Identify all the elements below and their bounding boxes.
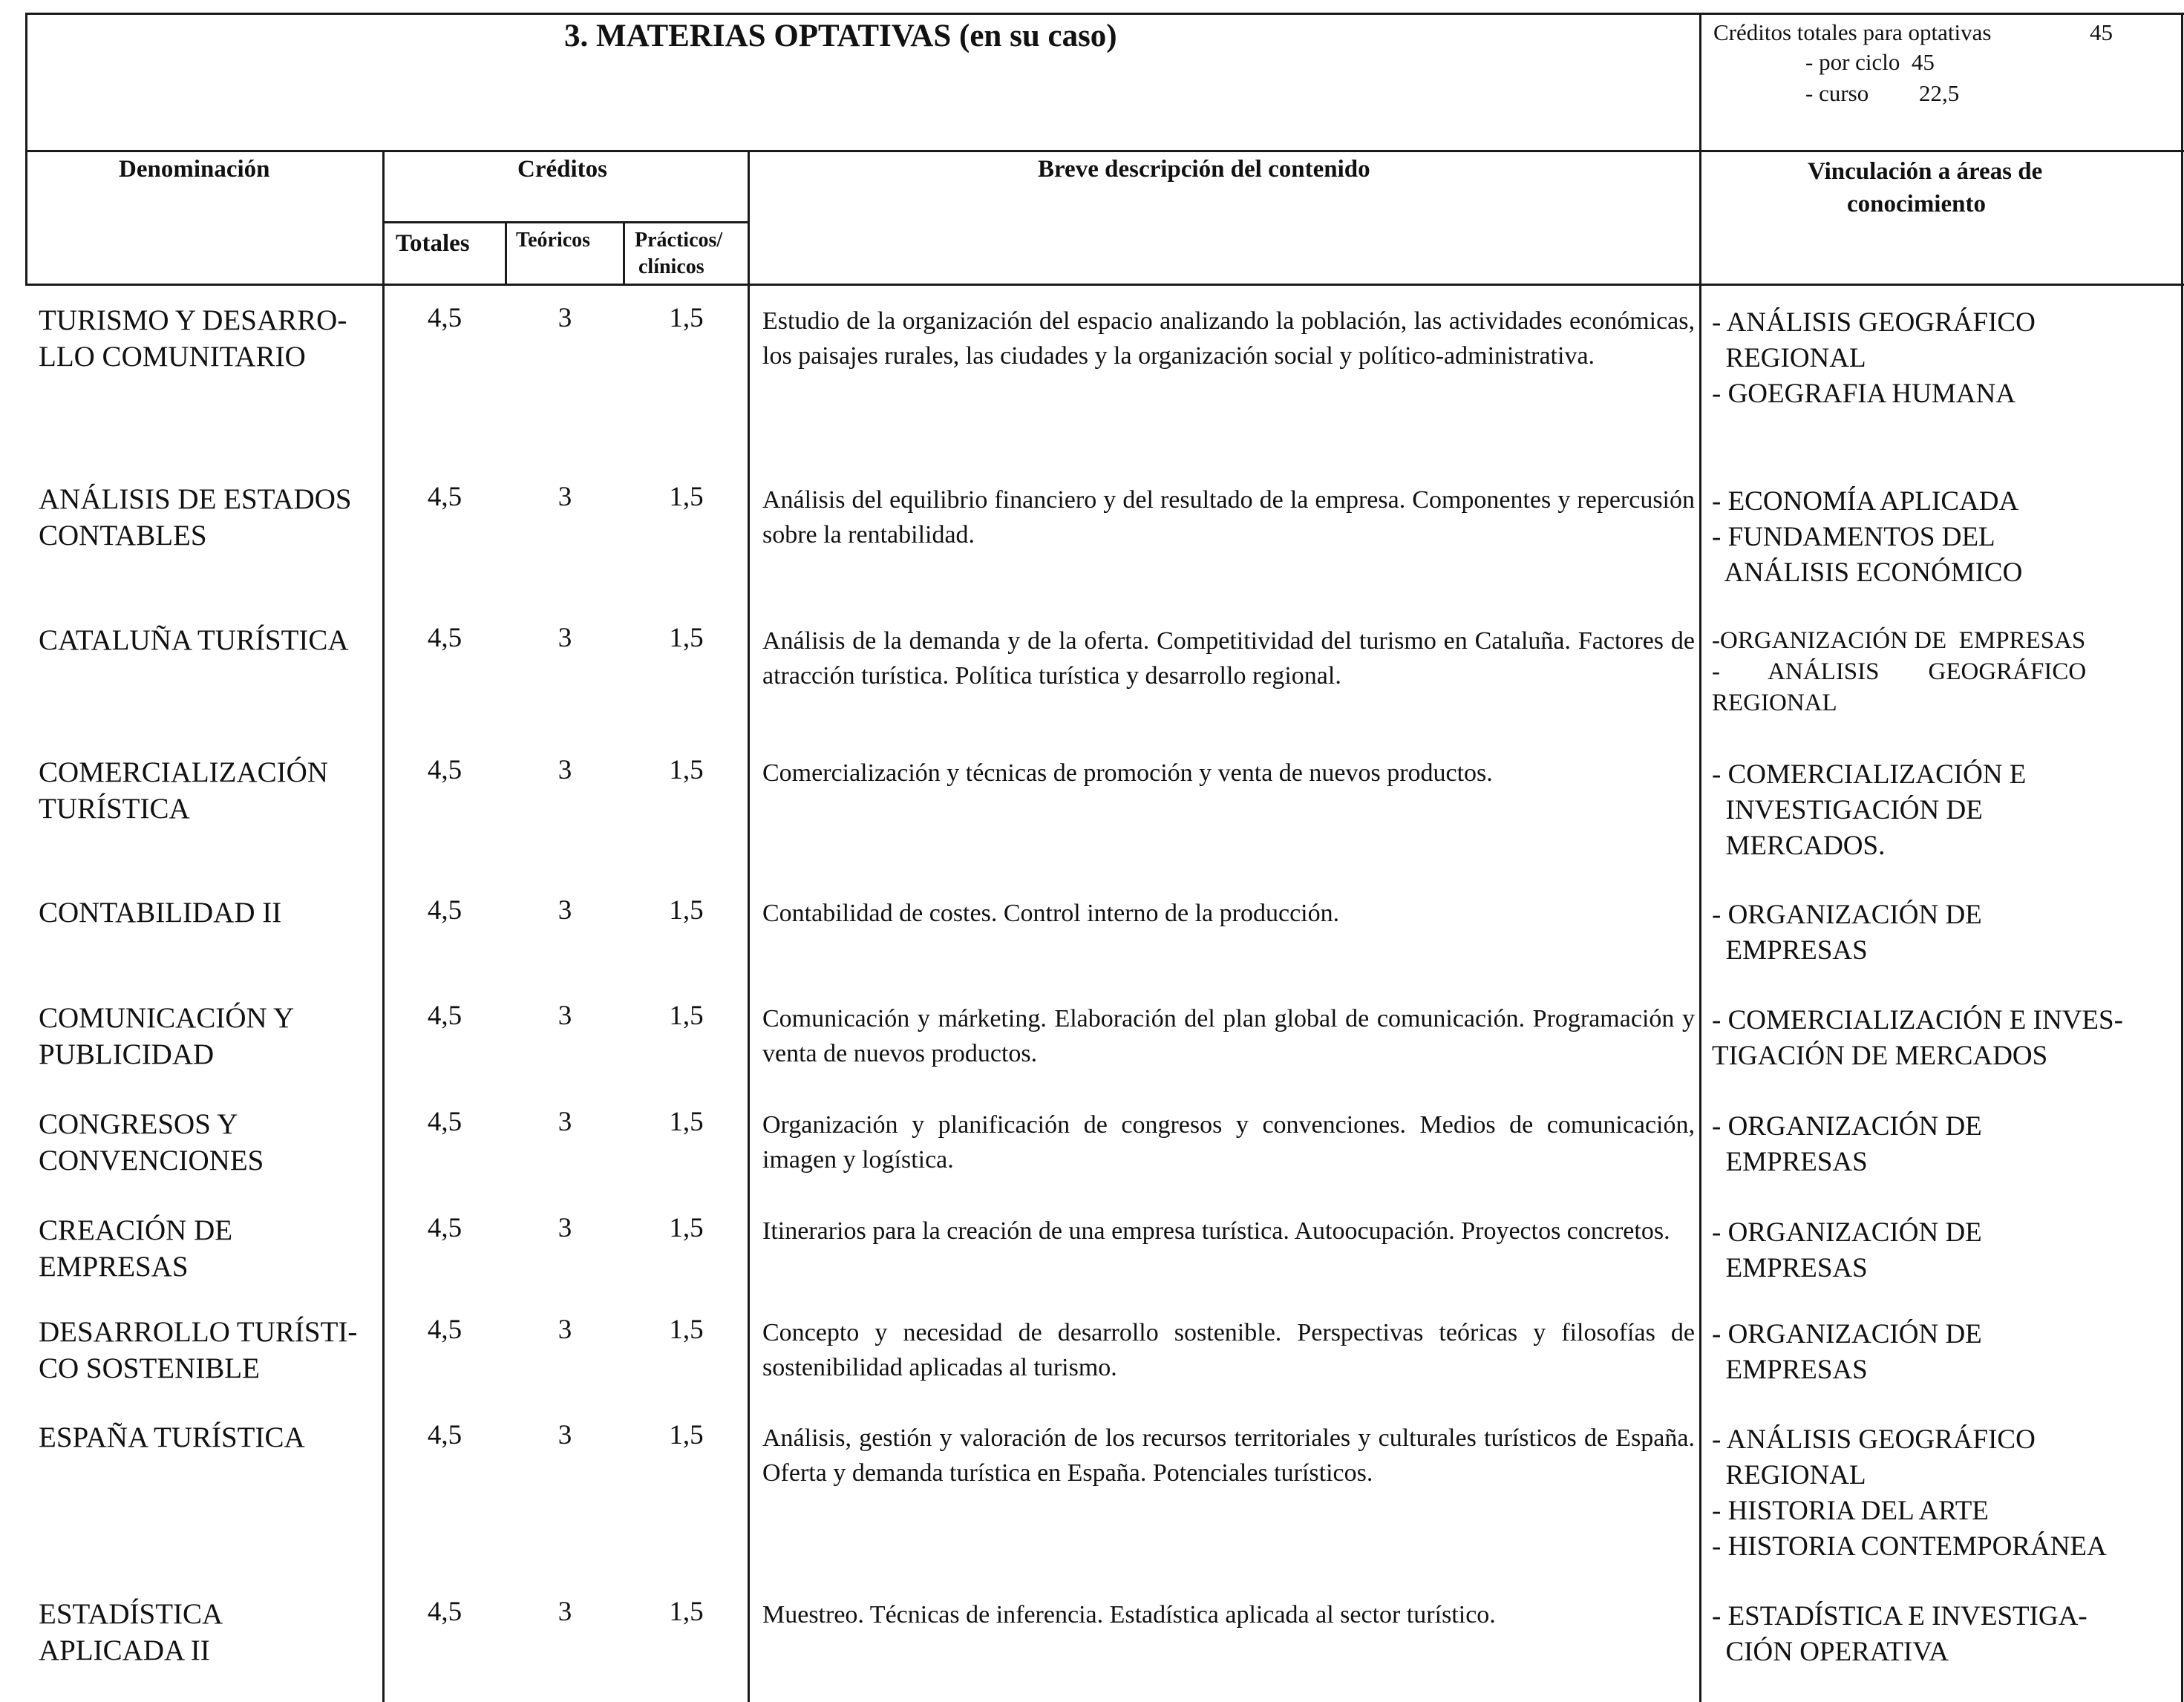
credits-teoricos: 3 <box>558 623 572 653</box>
credits-totales: 4,5 <box>427 755 462 785</box>
course-name-line: CONGRESOS Y <box>39 1108 238 1140</box>
course-name-line: APLICADA II <box>39 1634 210 1666</box>
course-name <box>39 481 352 554</box>
header-practicos-line2: clínicos <box>638 255 704 278</box>
knowledge-area-line: -ORGANIZACIÓN DE EMPRESAS <box>1712 627 2086 654</box>
knowledge-area-line: REGIONAL <box>1712 690 1837 716</box>
course-name <box>39 1000 294 1073</box>
credits-teoricos: 3 <box>558 895 572 926</box>
header-totales: Totales <box>396 230 470 257</box>
course-description: Análisis, gestión y valoración de los recursos territoriales y culturales turísticos de España. Oferta y demanda turística en España. Potenciales turísticos. <box>762 1424 1695 1487</box>
credit-summary-line3-value: 22,5 <box>1919 80 1960 106</box>
knowledge-area-line: - ORGANIZACIÓN DE <box>1712 1319 1982 1349</box>
knowledge-area-line: EMPRESAS <box>1712 1147 1868 1177</box>
knowledge-area-line: CIÓN OPERATIVA <box>1712 1637 1949 1667</box>
course-name-line: CO SOSTENIBLE <box>39 1352 260 1384</box>
credits-teoricos: 3 <box>558 303 572 333</box>
knowledge-areas <box>1712 1215 2172 1286</box>
knowledge-area-line: ANÁLISIS ECONÓMICO <box>1712 557 2023 588</box>
knowledge-area-line: REGIONAL <box>1712 1460 1866 1490</box>
credits-totales: 4,5 <box>427 1597 462 1627</box>
credits-practicos: 1,5 <box>669 482 704 512</box>
credits-totales: 4,5 <box>427 1001 462 1031</box>
credit-summary-line1-label: Créditos totales para optativas <box>1713 19 1992 45</box>
col-divider-desc <box>1699 13 1701 1702</box>
col-divider-creditos <box>748 150 750 1702</box>
course-description: Comunicación y márketing. Elaboración del plan global de comunicación. Programación y venta de nuevos productos. <box>762 1005 1695 1067</box>
knowledge-area-line: EMPRESAS <box>1712 1253 1868 1283</box>
course-name-line: TURISMO Y DESARRO- <box>39 304 347 336</box>
knowledge-area-line: - FUNDAMENTOS DEL <box>1712 522 1995 552</box>
knowledge-areas <box>1712 1003 2172 1074</box>
course-description: Contabilidad de costes. Control interno de la producción. <box>762 900 1340 927</box>
knowledge-area-line: - ORGANIZACIÓN DE <box>1712 900 1982 930</box>
course-name-line: COMUNICACIÓN Y <box>39 1002 295 1034</box>
knowledge-area-line: TIGACIÓN DE MERCADOS <box>1712 1041 2048 1071</box>
credit-summary-line1-value: 45 <box>2090 19 2113 45</box>
knowledge-area-line: - ORGANIZACIÓN DE <box>1712 1217 1982 1248</box>
credits-teoricos: 3 <box>558 1315 572 1345</box>
knowledge-area-line: EMPRESAS <box>1712 1355 1868 1385</box>
course-name-line: ESPAÑA TURÍSTICA <box>39 1421 305 1453</box>
course-description: Comercialización y técnicas de promoción y venta de nuevos productos. <box>762 759 1493 787</box>
header-descripcion: Breve descripción del contenido <box>1038 156 1370 183</box>
course-description: Estudio de la organización del espacio analizando la población, las actividades económicas, los paisajes rurales, las ciudades y la organización social y político-administrativa. <box>762 307 1695 370</box>
knowledge-area-line: - ESTADÍSTICA E INVESTIGA- <box>1712 1601 2087 1631</box>
course-name-line: CONTABLES <box>39 520 207 551</box>
credits-totales: 4,5 <box>427 303 462 333</box>
credits-practicos: 1,5 <box>669 1213 704 1243</box>
knowledge-areas <box>1712 625 2172 719</box>
subheader-rule <box>382 221 750 223</box>
header-vinculacion-line1: Vinculación a áreas de <box>1808 158 2043 185</box>
header-teoricos: Teóricos <box>516 229 591 252</box>
credits-teoricos: 3 <box>558 1597 572 1627</box>
course-name <box>39 1106 264 1179</box>
course-name-line: ESTADÍSTICA <box>39 1598 223 1630</box>
knowledge-areas <box>1712 1109 2172 1180</box>
credits-practicos: 1,5 <box>669 895 704 926</box>
credits-teoricos: 3 <box>558 482 572 512</box>
credits-teoricos: 3 <box>558 1107 572 1137</box>
course-name-line: LLO COMUNITARIO <box>39 341 306 373</box>
header-denominacion: Denominación <box>119 156 270 183</box>
knowledge-area-line: - ORGANIZACIÓN DE <box>1712 1111 1982 1142</box>
credits-totales: 4,5 <box>427 623 462 653</box>
course-name-line: PUBLICIDAD <box>39 1038 215 1070</box>
top-rule <box>25 13 2184 15</box>
knowledge-areas <box>1712 1422 2172 1565</box>
credits-totales: 4,5 <box>427 1420 462 1450</box>
knowledge-area-line: - ANÁLISIS GEOGRÁFICO <box>1712 1424 2036 1455</box>
credits-practicos: 1,5 <box>669 1597 704 1627</box>
course-name <box>39 622 349 658</box>
knowledge-areas <box>1712 757 2172 864</box>
knowledge-areas <box>1712 484 2172 591</box>
course-name-line: CONTABILIDAD II <box>39 897 282 929</box>
course-name <box>39 302 347 375</box>
header-creditos: Créditos <box>517 156 607 183</box>
knowledge-area-line: MERCADOS. <box>1712 831 1886 861</box>
credits-teoricos: 3 <box>558 755 572 785</box>
col-divider-teoricos <box>623 221 625 286</box>
credit-summary-line3-label: - curso <box>1805 80 1869 106</box>
credits-teoricos: 3 <box>558 1001 572 1031</box>
knowledge-area-line: INVESTIGACIÓN DE <box>1712 795 1983 825</box>
header-practicos-line1: Prácticos/ <box>635 229 723 252</box>
knowledge-areas <box>1712 1599 2172 1670</box>
knowledge-area-line: - GOEGRAFIA HUMANA <box>1712 379 2016 409</box>
course-name-line: DESARROLLO TURÍSTI- <box>39 1316 358 1348</box>
course-name <box>39 1212 232 1285</box>
course-description: Concepto y necesidad de desarrollo sostenible. Perspectivas teóricas y filosofías de sostenibilidad aplicadas al turismo. <box>762 1319 1695 1381</box>
course-description: Muestreo. Técnicas de inferencia. Estadística aplicada al sector turístico. <box>762 1601 1496 1629</box>
course-name-line: CONVENCIONES <box>39 1145 264 1176</box>
course-name <box>39 894 281 931</box>
credits-totales: 4,5 <box>427 1315 462 1345</box>
course-name-line: ANÁLISIS DE ESTADOS <box>39 483 352 515</box>
page-title: 3. MATERIAS OPTATIVAS (en su caso) <box>564 19 1117 53</box>
knowledge-areas <box>1712 1317 2172 1388</box>
credits-totales: 4,5 <box>427 1213 462 1243</box>
col-divider-totales <box>505 221 507 286</box>
credits-practicos: 1,5 <box>669 1315 704 1345</box>
course-name <box>39 1314 357 1387</box>
course-name <box>39 1596 223 1669</box>
knowledge-area-line: - HISTORIA DEL ARTE <box>1712 1496 1989 1526</box>
credits-totales: 4,5 <box>427 482 462 512</box>
course-name-line: CATALUÑA TURÍSTICA <box>39 624 349 656</box>
course-description: Organización y planificación de congresos y convenciones. Medios de comunicación, imagen y logística. <box>762 1111 1695 1174</box>
credits-practicos: 1,5 <box>669 623 704 653</box>
course-name-line: TURÍSTICA <box>39 793 190 825</box>
knowledge-area-line: - ANÁLISIS GEOGRÁFICO <box>1712 658 2087 685</box>
credits-totales: 4,5 <box>427 895 462 926</box>
credit-summary-line2: - por ciclo 45 <box>1805 49 1935 75</box>
credits-totales: 4,5 <box>427 1107 462 1137</box>
body-rule <box>25 284 2184 286</box>
course-name-line: EMPRESAS <box>39 1251 189 1283</box>
header-vinculacion-line2: conocimiento <box>1847 191 1986 217</box>
knowledge-area-line: REGIONAL <box>1712 343 1866 373</box>
knowledge-area-line: - ANÁLISIS GEOGRÁFICO <box>1712 307 2036 338</box>
credits-practicos: 1,5 <box>669 303 704 333</box>
credits-practicos: 1,5 <box>669 1420 704 1450</box>
course-name-line: CREACIÓN DE <box>39 1214 233 1246</box>
credits-practicos: 1,5 <box>669 755 704 785</box>
course-name <box>39 754 328 827</box>
knowledge-areas <box>1712 305 2172 412</box>
header-rule <box>25 150 2184 152</box>
course-name <box>39 1419 305 1456</box>
knowledge-area-line: EMPRESAS <box>1712 935 1868 966</box>
credits-practicos: 1,5 <box>669 1001 704 1031</box>
knowledge-area-line: - HISTORIA CONTEMPORÁNEA <box>1712 1531 2107 1562</box>
credits-practicos: 1,5 <box>669 1107 704 1137</box>
course-name-line: COMERCIALIZACIÓN <box>39 756 328 788</box>
knowledge-areas <box>1712 897 2172 969</box>
course-description: Análisis del equilibrio financiero y del resultado de la empresa. Componentes y repercusión sobre la rentabilidad. <box>762 486 1695 549</box>
right-border <box>2181 13 2183 1702</box>
credits-teoricos: 3 <box>558 1213 572 1243</box>
knowledge-area-line: - COMERCIALIZACIÓN E <box>1712 759 2027 790</box>
course-description: Itinerarios para la creación de una empresa turística. Autoocupación. Proyectos concretos. <box>762 1217 1670 1245</box>
knowledge-area-line: - COMERCIALIZACIÓN E INVES- <box>1712 1005 2123 1035</box>
left-border <box>25 13 27 286</box>
knowledge-area-line: - ECONOMÍA APLICADA <box>1712 486 2019 517</box>
course-description: Análisis de la demanda y de la oferta. Competitividad del turismo en Cataluña. Factores de atracción turística. Política turística y desarrollo regional. <box>762 627 1695 690</box>
credits-teoricos: 3 <box>558 1420 572 1450</box>
